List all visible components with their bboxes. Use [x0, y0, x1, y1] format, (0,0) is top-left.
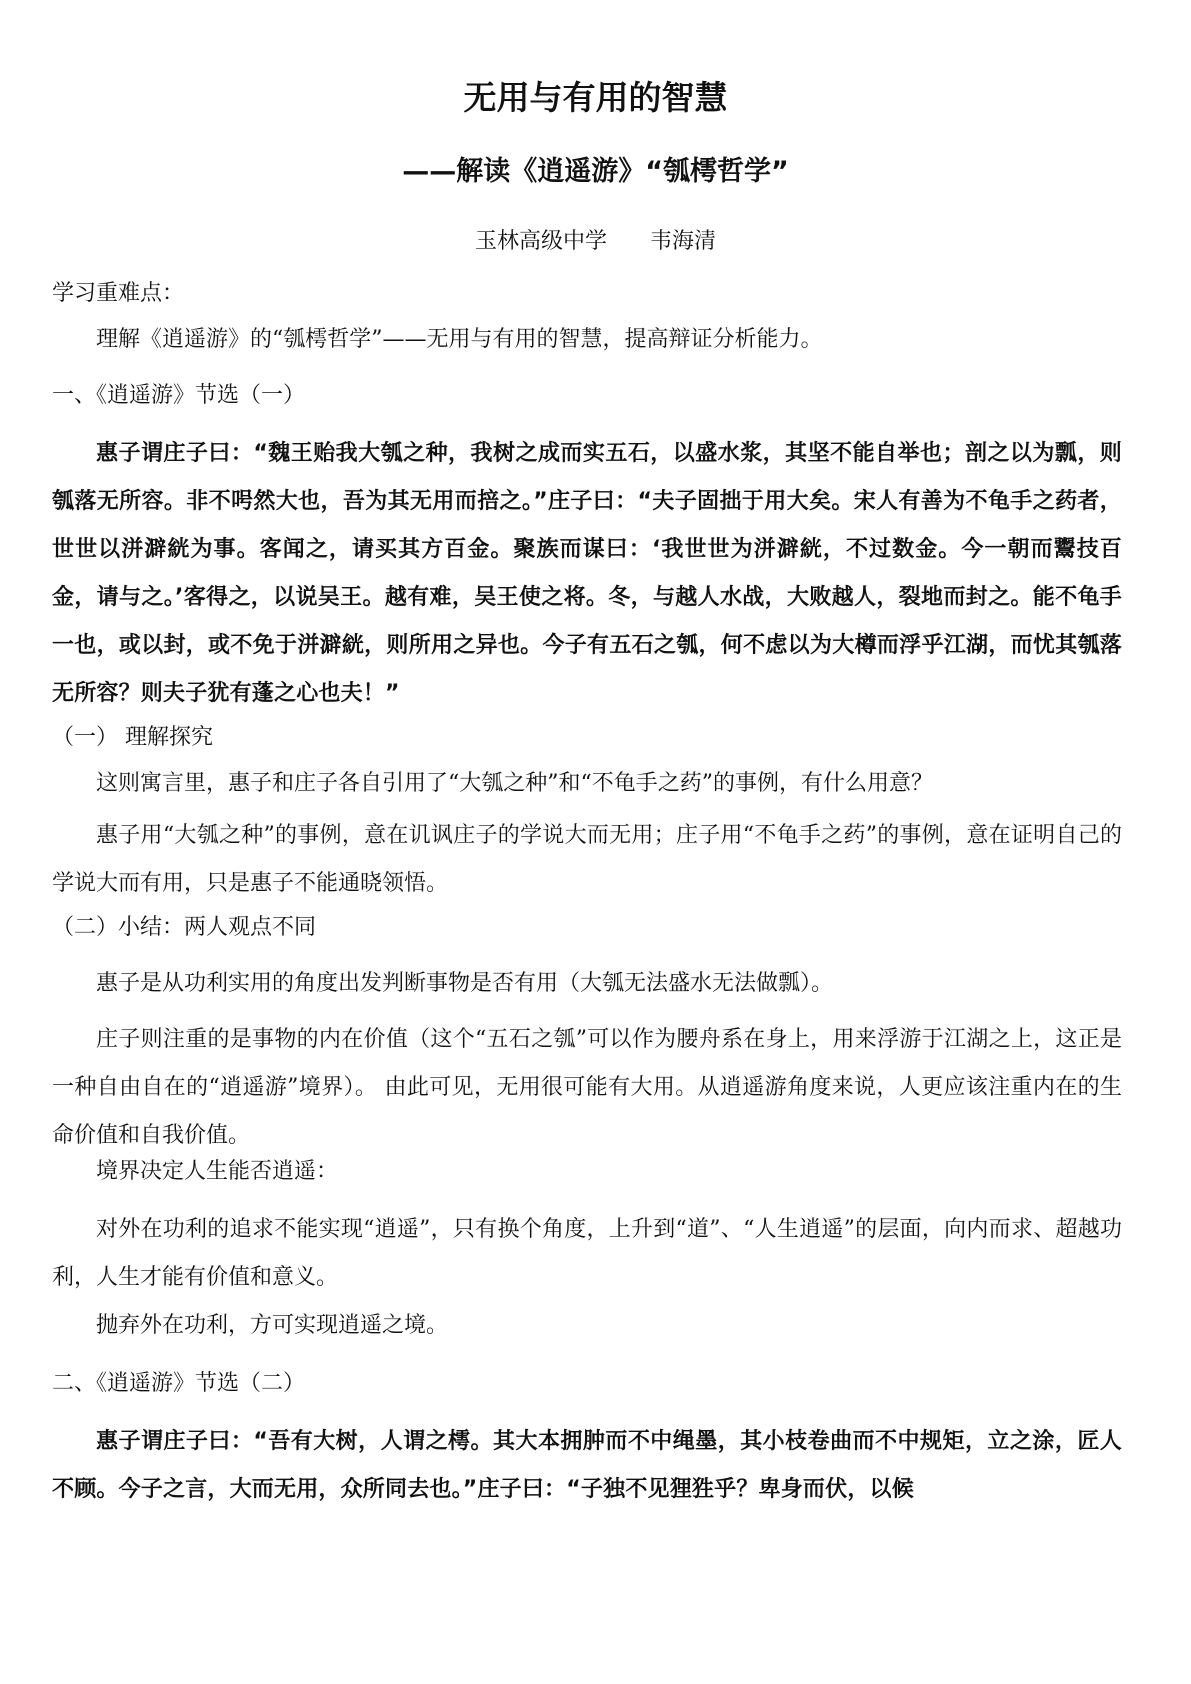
- school-name: 玉林高级中学: [474, 229, 607, 254]
- key-points-text: 理解《逍遥游》的“瓠樗哲学”——无用与有用的智慧，提高辩证分析能力。: [96, 327, 823, 352]
- document-title: 无用与有用的智慧: [463, 78, 728, 117]
- author-name: 韦海清: [650, 229, 717, 254]
- sub2-paragraph-1: 惠子是从功利实用的角度出发判断事物是否有用（大瓠无法盛水无法做瓢）。: [96, 971, 834, 996]
- author-line: [0, 226, 1191, 258]
- section2-heading: 二、《逍遥游》节选（二）: [52, 1371, 306, 1396]
- sub2-paragraph-2: 庄子则注重的是事物的内在价值（这个“五石之瓠”可以作为腰舟系在身上，用来浮游于江湖之上，这正是一种自由自在的“逍遥游”境界）。 由此可见，无用很可能有大用。从逍遥游角度来说，人更应该注重内在的生命价值和自我价值。: [52, 1027, 1122, 1148]
- document-subtitle: ——解读《逍遥游》“瓠樗哲学”: [402, 156, 789, 187]
- sub1-question: 这则寓言里，惠子和庄子各自引用了“大瓠之种”和“不龟手之药”的事例，有什么用意？: [96, 771, 933, 796]
- sub1-heading: （一） 理解探究: [52, 725, 213, 750]
- section1-passage: 惠子谓庄子曰：“魏王贻我大瓠之种，我树之成而实五石，以盛水浆，其坚不能自举也；剖之以为瓢，则瓠落无所容。非不呺然大也，吾为其无用而掊之。”庄子曰：“夫子固拙于用大矣。宋人有善为不龟手之药者，世世以洴澼絖为事。客闻之，请买其方百金。聚族而谋曰：‘我世世为洴澼絖，不过数金。今一朝而鬻技百金，请与之。’客得之，以说吴王。越有难，吴王使之将。冬，与越人水战，大败越人，裂地而封之。能不龟手一也，或以封，或不免于洴澼絖，则所用之异也。今子有五石之瓠，何不虑以为大樽而浮乎江湖，而忧其瓠落无所容？则夫子犹有蓬之心也夫！”: [52, 441, 1122, 706]
- sub1-answer: 惠子用“大瓠之种”的事例，意在讥讽庄子的学说大而无用；庄子用“不龟手之药”的事例，意在证明自己的学说大而有用，只是惠子不能通晓领悟。: [52, 823, 1122, 896]
- sub2-heading: （二）小结：两人观点不同: [52, 915, 317, 940]
- key-points-heading: 学习重难点：: [52, 281, 185, 306]
- sub2-paragraph-3: 境界决定人生能否逍遥：: [96, 1159, 339, 1184]
- section1-heading: 一、《逍遥游》节选（一）: [52, 383, 306, 408]
- sub2-paragraph-4: 对外在功利的追求不能实现“逍遥”，只有换个角度，上升到“道”、“人生逍遥”的层面，向内而求、超越功利，人生才能有价值和意义。: [52, 1217, 1122, 1290]
- section2-passage: 惠子谓庄子曰：“吾有大树，人谓之樗。其大本拥肿而不中绳墨，其小枝卷曲而不中规矩，立之涂，匠人不顾。今子之言，大而无用，众所同去也。”庄子曰：“子独不见狸狌乎？卑身而伏，以候: [52, 1429, 1122, 1502]
- sub2-paragraph-5: 抛弃外在功利，方可实现逍遥之境。: [96, 1313, 449, 1338]
